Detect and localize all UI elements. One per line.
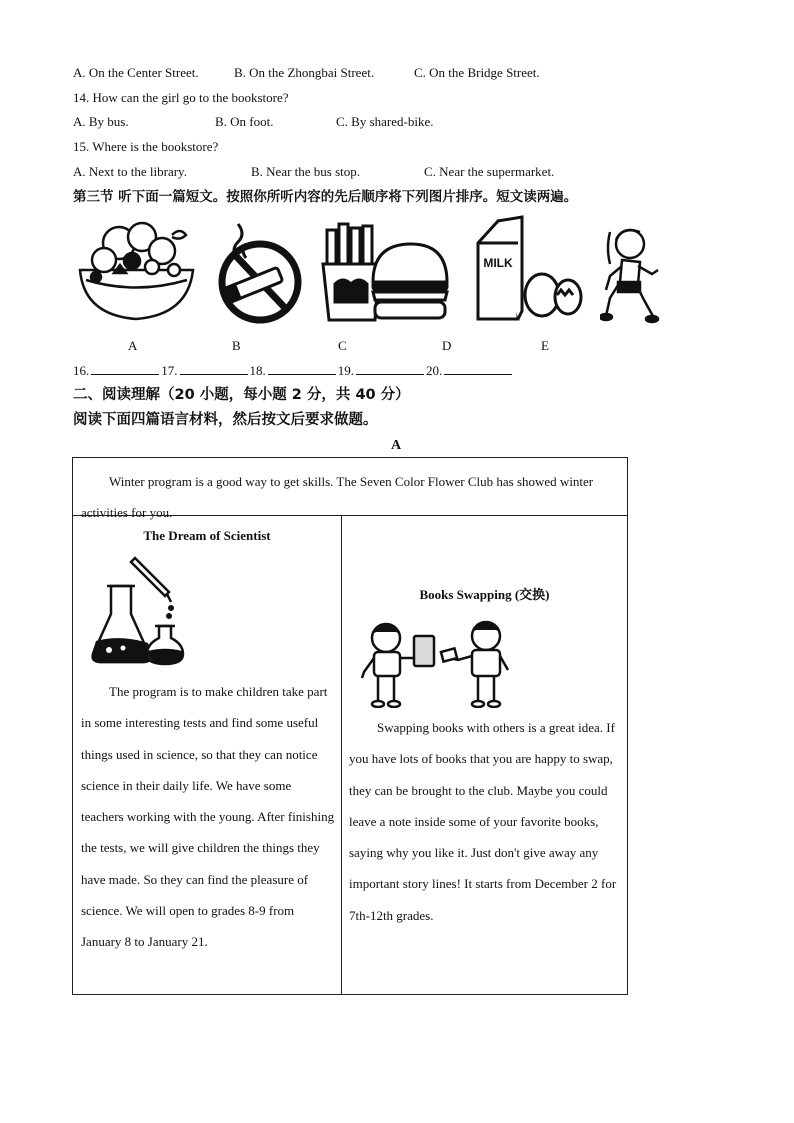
answer-blank-19[interactable] bbox=[356, 362, 424, 375]
part2-heading: 二、阅读理解（20 小题，每小题 2 分，共 40 分） bbox=[73, 387, 410, 403]
answer-blank-16[interactable] bbox=[91, 362, 159, 375]
no-smoking-icon bbox=[212, 220, 307, 325]
section3-heading: 第三节 听下面一篇短文。按照你所听内容的先后顺序将下列图片排序。短文读两遍。 bbox=[73, 189, 578, 205]
passage-intro: Winter program is a good way to get skills. The Seven Color Flower Club has showed winter activities for you. bbox=[81, 474, 594, 520]
picture-label-d: D bbox=[442, 338, 452, 353]
answer-blank-18[interactable] bbox=[268, 362, 336, 375]
children-swapping-books-icon bbox=[358, 620, 518, 708]
passage-left-cell bbox=[73, 516, 342, 995]
q15-option-b: B. Near the bus stop. bbox=[251, 164, 361, 179]
picture-label-b: B bbox=[232, 338, 241, 353]
salad-bowl-icon bbox=[74, 215, 199, 325]
q13-options bbox=[73, 64, 540, 82]
picture-label-c: C bbox=[338, 338, 347, 353]
q15-options bbox=[73, 163, 554, 181]
picture-label-a: A bbox=[128, 338, 138, 353]
left-column-text: The program is to make children take part in some interesting tests and find some useful things used in science, so that they can notice science in their daily life. We have some teachers working with the young. After finishing the tests, we will give children the things they have made. So they can find the pleasure of science. We will open to grades 8-9 from January 8 to January 21. bbox=[81, 684, 335, 950]
q15-option-a: A. Next to the library. bbox=[73, 164, 187, 179]
q15-option-c: C. Near the supermarket. bbox=[424, 164, 555, 179]
answer-blank-20[interactable] bbox=[444, 362, 512, 375]
answer-blanks bbox=[73, 362, 514, 380]
lab-flasks-icon bbox=[87, 556, 192, 668]
right-column-text: Swapping books with others is a great idea. If you have lots of books that you are happy to swap, they can be brought to the club. Maybe you could leave a note inside some of your favorite books, saying why you like it. Just don't give away any important story lines! It starts from December 2 for 7th-12th grades. bbox=[349, 720, 617, 923]
passage-intro-cell bbox=[73, 458, 628, 520]
answer-number-18: 18. bbox=[249, 363, 266, 378]
milk-eggs-icon bbox=[472, 215, 584, 325]
passage-letter: A bbox=[391, 438, 402, 453]
running-girl-icon bbox=[600, 220, 668, 325]
right-column-title: Books Swapping (交换) bbox=[419, 587, 550, 602]
q14-options bbox=[73, 113, 433, 131]
q13-option-b: B. On the Zhongbai Street. bbox=[234, 65, 375, 80]
q13-option-c: C. On the Bridge Street. bbox=[414, 65, 540, 80]
q14-question: 14. How can the girl go to the bookstore? bbox=[73, 90, 289, 105]
part2-instruction: 阅读下面四篇语言材料，然后按文后要求做题。 bbox=[73, 412, 378, 428]
picture-label-e: E bbox=[541, 338, 549, 353]
left-column-title: The Dream of Scientist bbox=[143, 528, 271, 543]
answer-number-19: 19. bbox=[337, 363, 354, 378]
answer-number-20: 20. bbox=[426, 363, 443, 378]
q14-option-b: B. On foot. bbox=[215, 114, 274, 129]
answer-number-17: 17. bbox=[161, 363, 178, 378]
q13-option-a: A. On the Center Street. bbox=[73, 65, 199, 80]
q14-option-c: C. By shared-bike. bbox=[336, 114, 434, 129]
q15-question: 15. Where is the bookstore? bbox=[73, 139, 219, 154]
svg-text:MILK: MILK bbox=[483, 256, 513, 270]
passage-a-table bbox=[72, 457, 628, 995]
passage-right-cell bbox=[342, 516, 628, 995]
fast-food-icon bbox=[321, 222, 449, 325]
q14-option-a: A. By bus. bbox=[73, 114, 129, 129]
answer-number-16: 16. bbox=[73, 363, 90, 378]
answer-blank-17[interactable] bbox=[180, 362, 248, 375]
